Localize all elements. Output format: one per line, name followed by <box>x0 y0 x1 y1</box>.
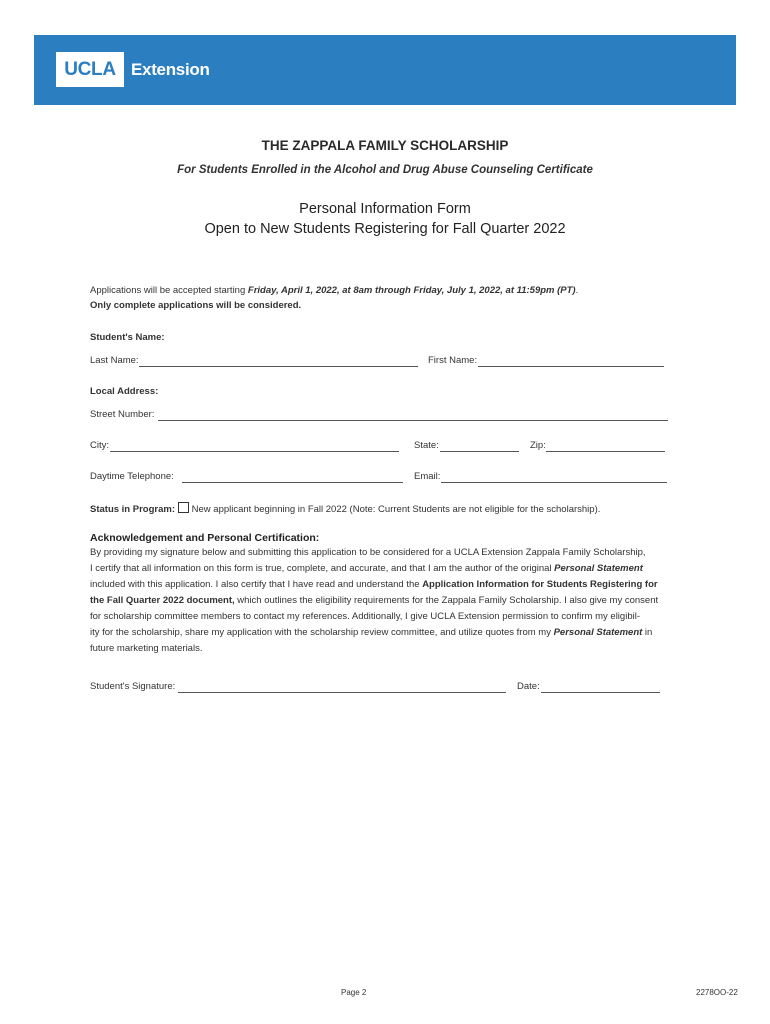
header-banner <box>34 35 736 105</box>
daytime-telephone-field[interactable] <box>182 482 403 483</box>
ack-line-6: ity for the scholarship, share my application with the scholarship review committee, and utilize quotes from my Personal Statement in <box>90 627 653 638</box>
first-name-field[interactable] <box>478 366 664 367</box>
intro-prefix: Applications will be accepted starting <box>90 285 248 296</box>
students-name-heading: Student's Name: <box>90 332 165 343</box>
document-code: 2278OO-22 <box>696 988 738 997</box>
signature-label: Student's Signature: <box>90 681 176 692</box>
ack-line-2: I certify that all information on this form is true, complete, and accurate, and that I am the author of the original Personal Statement <box>90 563 643 574</box>
last-name-label: Last Name: <box>90 355 139 366</box>
zip-field[interactable] <box>546 451 665 452</box>
ack-line-1: By providing my signature below and submitting this application to be considered for a UCLA Extension Zappala Family Scholarship, <box>90 547 646 558</box>
daytime-telephone-label: Daytime Telephone: <box>90 471 174 482</box>
status-label: Status in Program: <box>90 504 175 515</box>
ack-line-5: for scholarship committee members to contact my references. Additionally, I give UCLA Extension permission to confirm my eligibil- <box>90 611 640 622</box>
city-label: City: <box>90 440 109 451</box>
new-applicant-checkbox[interactable] <box>178 502 189 513</box>
intro-suffix: . <box>575 285 579 296</box>
email-label: Email: <box>414 471 441 482</box>
last-name-field[interactable] <box>139 366 418 367</box>
street-number-field[interactable] <box>158 420 668 421</box>
new-applicant-option: New applicant beginning in Fall 2022 (Note: Current Students are not eligible for the scholarship). <box>191 504 601 515</box>
scholarship-subtitle: For Students Enrolled in the Alcohol and Drug Abuse Counseling Certificate <box>177 164 593 176</box>
extension-logo-text: Extension <box>131 60 210 79</box>
zip-label: Zip: <box>530 440 546 451</box>
status-row <box>90 502 600 515</box>
ucla-logo: UCLA <box>56 52 124 87</box>
first-name-label: First Name: <box>428 355 478 366</box>
ack-line-4: the Fall Quarter 2022 document, which outlines the eligibility requirements for the Zappala Family Scholarship. I also give my consent <box>90 595 659 606</box>
ack-paragraph <box>90 545 680 657</box>
intro-dates: Friday, April 1, 2022, at 8am through Friday, July 1, 2022, at 11:59pm (PT) <box>247 285 576 296</box>
form-subtitle: Open to New Students Registering for Fall Quarter 2022 <box>204 221 566 237</box>
ack-line-7: future marketing materials. <box>90 643 203 654</box>
street-number-label: Street Number: <box>90 409 155 420</box>
city-field[interactable] <box>110 451 399 452</box>
state-label: State: <box>414 440 439 451</box>
complete-note: Only complete applications will be considered. <box>90 300 302 311</box>
email-field[interactable] <box>441 482 667 483</box>
signature-field[interactable] <box>178 692 506 693</box>
page-number: Page 2 <box>341 988 367 997</box>
scholarship-title: THE ZAPPALA FAMILY SCHOLARSHIP <box>261 138 509 153</box>
date-label: Date: <box>517 681 540 692</box>
ack-line-3: included with this application. I also certify that I have read and understand the Application Information for Students Registering for <box>90 579 658 590</box>
form-title: Personal Information Form <box>299 201 471 217</box>
local-address-heading: Local Address: <box>90 386 159 397</box>
intro-text <box>90 285 578 296</box>
state-field[interactable] <box>440 451 519 452</box>
ack-heading: Acknowledgement and Personal Certification: <box>90 532 320 544</box>
date-field[interactable] <box>541 692 660 693</box>
